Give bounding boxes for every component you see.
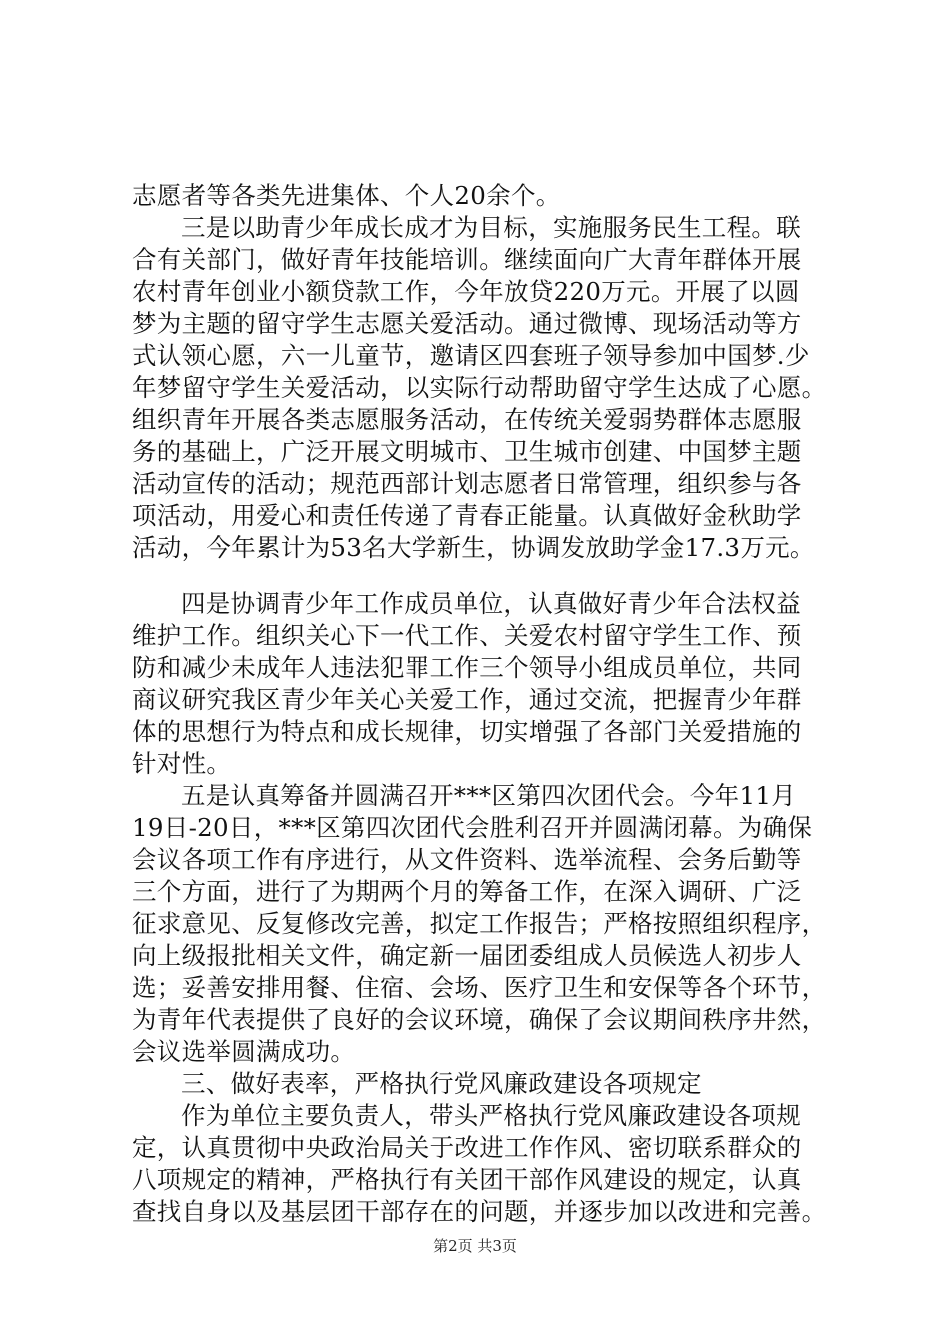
text-line: 向上级报批相关文件，确定新一届团委组成人员候选人初步人: [132, 941, 802, 970]
text-line: 梦为主题的留守学生志愿关爱活动。通过微博、现场活动等方: [132, 309, 802, 338]
text-line: 定，认真贯彻中央政治局关于改进工作作风、密切联系群众的: [132, 1133, 802, 1162]
paragraph-start-line: 三是以助青少年成长成才为目标，实施服务民生工程。联: [181, 213, 801, 242]
section-heading: 三、做好表率，严格执行党风廉政建设各项规定: [181, 1069, 702, 1098]
text-line: 选；妥善安排用餐、住宿、会场、医疗卫生和安保等各个环节，: [132, 973, 827, 1002]
page-number-footer: 第2页 共3页: [433, 1237, 517, 1255]
text-line: 式认领心愿，六一儿童节，邀请区四套班子领导参加中国梦.少: [132, 341, 810, 370]
text-line: 八项规定的精神，严格执行有关团干部作风建设的规定，认真: [132, 1165, 802, 1194]
text-line: 合有关部门，做好青年技能培训。继续面向广大青年群体开展: [132, 245, 802, 274]
text-line: 会议各项工作有序进行，从文件资料、选举流程、会务后勤等: [132, 845, 802, 874]
text-line: 19日-20日，***区第四次团代会胜利召开并圆满闭幕。为确保: [132, 813, 813, 842]
text-line: 查找自身以及基层团干部存在的问题，并逐步加以改进和完善。: [132, 1197, 827, 1226]
paragraph-start-line: 五是认真筹备并圆满召开***区第四次团代会。今年11月: [181, 781, 797, 810]
paragraph-start-line: 四是协调青少年工作成员单位，认真做好青少年合法权益: [181, 589, 801, 618]
text-line: 项活动，用爱心和责任传递了青春正能量。认真做好金秋助学: [132, 501, 802, 530]
text-line: 会议选举圆满成功。: [132, 1037, 356, 1066]
text-line: 年梦留守学生关爱活动，以实际行动帮助留守学生达成了心愿。: [132, 373, 827, 402]
text-line: 活动宣传的活动；规范西部计划志愿者日常管理，组织参与各: [132, 469, 802, 498]
paragraph-start-line: 作为单位主要负责人，带头严格执行党风廉政建设各项规: [181, 1101, 801, 1130]
text-line: 征求意见、反复修改完善，拟定工作报告；严格按照组织程序，: [132, 909, 827, 938]
text-line: 农村青年创业小额贷款工作，今年放贷220万元。开展了以圆: [132, 277, 800, 306]
text-line: 务的基础上，广泛开展文明城市、卫生城市创建、中国梦主题: [132, 437, 802, 466]
text-line: 志愿者等各类先进集体、个人20余个。: [132, 181, 561, 210]
text-line: 防和减少未成年人违法犯罪工作三个领导小组成员单位，共同: [132, 653, 802, 682]
text-line: 针对性。: [132, 749, 232, 778]
text-line: 活动，今年累计为53名大学新生，协调发放助学金17.3万元。: [132, 533, 815, 562]
text-line: 三个方面，进行了为期两个月的筹备工作，在深入调研、广泛: [132, 877, 802, 906]
text-line: 组织青年开展各类志愿服务活动，在传统关爱弱势群体志愿服: [132, 405, 802, 434]
text-line: 商议研究我区青少年关心关爱工作，通过交流，把握青少年群: [132, 685, 802, 714]
text-line: 体的思想行为特点和成长规律，切实增强了各部门关爱措施的: [132, 717, 802, 746]
text-line: 为青年代表提供了良好的会议环境，确保了会议期间秩序井然，: [132, 1005, 827, 1034]
text-line: 维护工作。组织关心下一代工作、关爱农村留守学生工作、预: [132, 621, 802, 650]
